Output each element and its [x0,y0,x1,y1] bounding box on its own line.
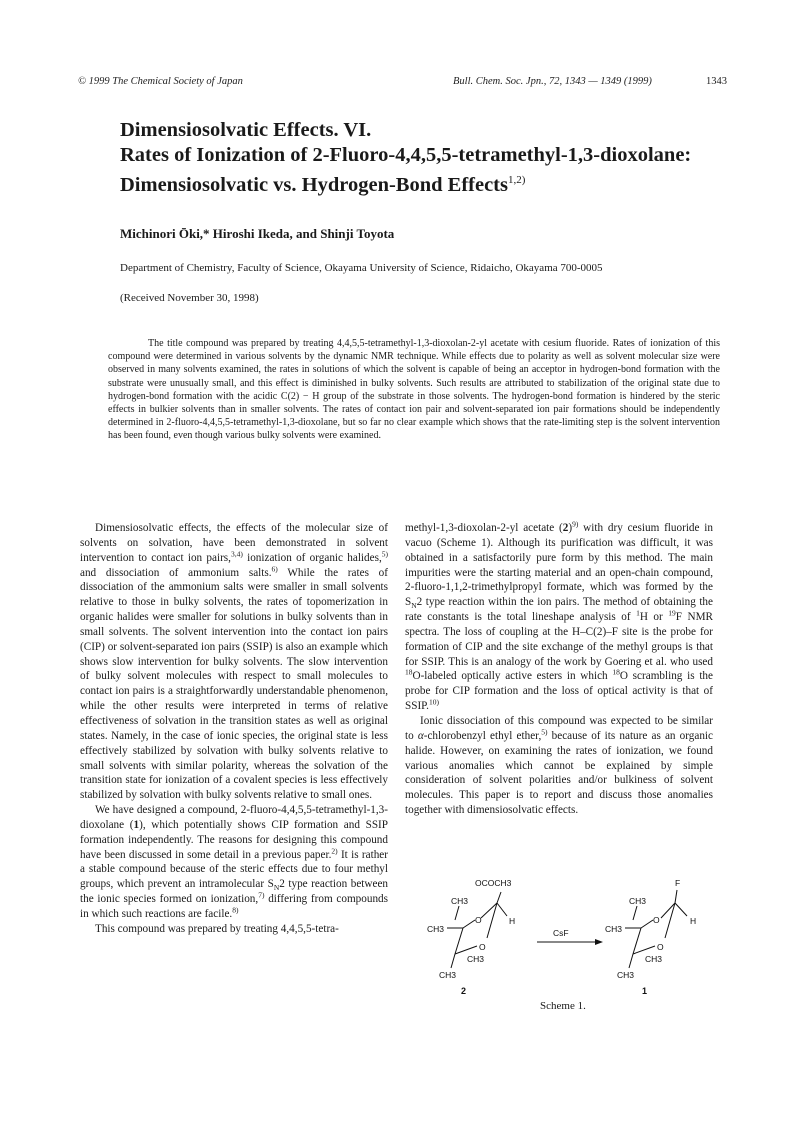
citation-ref: 7) [258,890,265,900]
title-line-3-text: Dimensiosolvatic vs. Hydrogen-Bond Effects [120,173,508,196]
body-column-left [80,521,388,937]
compound-number: 2 [562,522,569,534]
reaction-arrow [537,928,603,945]
hydrogen-label: H [509,916,516,926]
methyl-label: CH3 [617,970,635,980]
citation-ref: 6) [271,563,278,573]
methyl-label: CH3 [629,896,647,906]
methyl-label: CH3 [467,954,485,964]
page-number: 1343 [706,76,727,87]
substituent-label: OCOCH3 [475,878,512,888]
citation-ref: 8) [232,905,239,915]
methyl-label: CH3 [645,954,663,964]
received-date: (Received November 30, 1998) [120,292,259,304]
citation-ref: 9) [572,519,579,529]
compound-1-structure [605,878,696,996]
title-line-2: Rates of Ionization of 2-Fluoro-4,4,5,5-tetramethyl-1,3-dioxolane: [120,144,692,166]
compound-number: 1 [133,818,140,831]
methyl-label: CH3 [427,924,445,934]
scheme-caption: Scheme 1. [540,1000,586,1012]
ring-oxygen-label: O [475,915,482,925]
paragraph: methyl-1,3-dioxolan-2-yl acetate $(2)^{9)}$ with dry cesium fluoride in vacuo (Scheme 1). Although its purification was difficult, it was obtained in a satisfactorily pure form by this method. The main impurities were the starting material and an open-chain compound, 2-fluoro-1,1,2-trimethylpropyl formate, which was formed by the $S_N2$ type reaction within the ion pairs. The method of obtaining the rate constants is the total lineshape analysis of $^1$H or $^{19}$F NMR spectra. The loss of coupling at the H–C(2)–F site is the probe for formation of CIP and the site exchange of the methyl groups is that for SSIP. This is an analogy of the work by Goering et al. who used $^{18}$O-labeled optically active esters in which $^{18}$O scrambling is the probe for CIP formation and the loss of optical activity is that of SSIP.$^{10)}$ [405,519,714,713]
author-list: Michinori Ōki,* Hiroshi Ikeda, and Shinji Toyota [120,226,395,241]
paragraph: This compound was prepared by treating 4,4,5,5-tetra- [95,922,339,935]
citation-ref: 10) [428,697,439,707]
title-footnote-ref: 1,2) [507,174,526,186]
hydrogen-label: H [690,916,697,926]
ring-oxygen-label: O [653,915,660,925]
citation-ref: 2) [331,845,338,855]
paragraph: We have designed a compound, 2-fluoro-4,4,5,5-tetramethyl-1,3-dioxolane (1), which potentially shows CIP formation and SSIP formation independently. The reasons for designing this compound have been discussed in some detail in a previous paper.$^{2)}$ It is rather a stable compound because of the steric effects due to four methyl groups, which prevent an intramolecular $S_N2$ type reaction between the ionic species formed on ionization,$^{7)}$ differing from compounds in which such reactions are facile.$^{8)}$ [80,804,389,920]
compound-2-number: 2 [461,986,467,996]
ring-oxygen-label: O [479,942,486,952]
abstract: The title compound was prepared by treating 4,4,5,5-tetramethyl-1,3-dioxolan-2-yl acetate with cesium fluoride. Rates of ionization of this compound were determined in various solvents by the dynamic NMR technique. While effects due to polarity as well as solvent molecular size were observed in many solvents examined, the rates in solutions of which the solvent is capable of being an acceptor in hydrogen-bond formation with the substrate were unusually small, and this effect is diminished in bulky solvents. Such results are attributed to stabilization of the original state due to hydrogen-bond formation with the acidic C(2) − H group of the substrate in those solvents. The hydrogen-bond formation is hindered by the steric effects in bulkier solvents than in smaller solvents. The rates of contact ion pair and solvent-separated ion pair formations should be independently determined in 2-fluoro-4,4,5,5-tetramethyl-1,3-dioxolane, but so far no clear example which shows that the rate-limiting step is the solvent intervention has been found, even though various bulky solvents were examined. [108,338,720,442]
citation-ref: 5) [381,548,389,558]
reaction-scheme [425,868,725,1008]
substituent-label: F [675,878,681,888]
paragraph: Ionic dissociation of this compound was expected to be similar to α-chlorobenzyl ethyl ether,$^{5)}$ because of its nature as an organic halide. However, on examining the rates of ionization, we found various anomalies which cannot be explained by simple consideration of solvent polarities and/or bulkiness of solvent molecules. This paper is to report and discuss those anomalies together with dimensiosolvatic effects. [405,714,714,817]
affiliation: Department of Chemistry, Faculty of Science, Okayama University of Science, Ridaicho, Okayama 700-0005 [120,262,603,274]
compound-2-structure [427,878,515,996]
compound-1-number: 1 [642,986,648,996]
running-header-citation: Bull. Chem. Soc. Jpn., 72, 1343 — 1349 (1999) [453,76,652,87]
title-line-3 [120,168,720,197]
title-line-1: Dimensiosolvatic Effects. VI. [120,119,372,141]
paragraph: Dimensiosolvatic effects, the effects of the molecular size of solvents on solvation, have been demonstrated in solvent intervention to contact ion pairs,$^{3,4)}$ ionization of organic halides,$^{5)}$ and dissociation of ammonium salts.$^{6)}$ While the rates of dissociation of the ammonium salts were smaller in small solvents relative to those in bulky solvents, the rates of topomerization in organic halides were smaller for solutions in bulky solvents than in small solvents. The solvent intervention into the contact ion pairs (CIP) or solvent-separated ion pairs (SSIP) is also an example which shows slow intervention for bulky solvents. The slow intervention of bulky solvent molecules with respect to small molecules to contact ion pairs is a straightforwardly understandable phenomenon, while the other results were interpreted in terms of relative effectiveness of solvation in the transition states as well as original states. Namely, in the case of ionic species, the original state is less effectively stabilized by solvation with bulky solvents relative to small solvents with similar polarity, whereas the solvation of the transition state for ionization of a covalent species is less effectively stabilized by solvation with bulky solvents relative to small ones. [80,522,389,802]
running-header-copyright: © 1999 The Chemical Society of Japan [78,76,243,87]
citation-ref: 5) [541,727,548,737]
reagent-label: CsF [553,928,569,938]
citation-ref: 3,4) [230,548,243,558]
methyl-label: CH3 [605,924,623,934]
body-column-right [405,521,713,818]
methyl-label: CH3 [439,970,457,980]
ring-oxygen-label: O [657,942,664,952]
methyl-label: CH3 [451,896,469,906]
